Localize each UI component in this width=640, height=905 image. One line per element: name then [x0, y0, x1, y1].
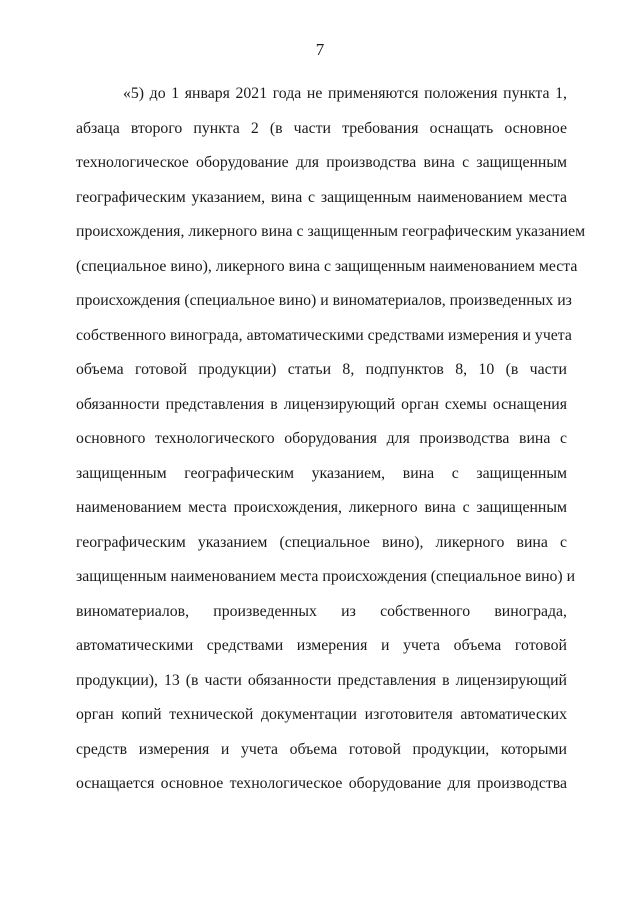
text-line: основного технологического оборудования для производства вина с [76, 430, 567, 447]
text-line: объема готовой продукции) статьи 8, подпунктов 8, 10 (в части [76, 361, 567, 378]
text-line: продукции), 13 (в части обязанности представления в лицензирующий [76, 671, 567, 689]
text-line: собственного винограда, автоматическими средствами измерения и учета [76, 326, 572, 344]
text-line: оснащается основное технологическое оборудование для производства [76, 775, 567, 792]
text-line: географическим указанием (специальное вино), ликерного вина с [76, 533, 567, 551]
text-line: географическим указанием, вина с защищенным наименованием места [76, 188, 567, 206]
text-line: средств измерения и учета объема готовой продукции, которыми [76, 740, 567, 758]
document-body [76, 77, 586, 802]
page-number: 7 [315, 40, 325, 59]
text-line: орган копий технической документации изготовителя автоматических [76, 706, 567, 723]
text-line: (специальное вино), ликерного вина с защищенным наименованием места [76, 257, 578, 275]
text-line: абзаца второго пункта 2 (в части требования оснащать основное [76, 119, 567, 137]
text-line: виноматериалов, произведенных из собственного винограда, [76, 602, 567, 620]
text-line: автоматическими средствами измерения и учета объема готовой [76, 637, 567, 654]
text-line: «5) до 1 января 2021 года не применяются положения пункта 1, [123, 85, 567, 102]
text-line: происхождения, ликерного вина с защищенным географическим указанием [76, 223, 586, 240]
text-line: обязанности представления в лицензирующий орган схемы оснащения [76, 395, 567, 413]
text-line: защищенным географическим указанием, вина с защищенным [76, 464, 567, 482]
text-line: защищенным наименованием места происхождения (специальное вино) и [76, 568, 576, 585]
text-line: происхождения (специальное вино) и виноматериалов, произведенных из [76, 292, 572, 309]
text-line: технологическое оборудование для производства вина с защищенным [76, 154, 567, 171]
text-line: наименованием места происхождения, ликерного вина с защищенным [76, 499, 567, 516]
